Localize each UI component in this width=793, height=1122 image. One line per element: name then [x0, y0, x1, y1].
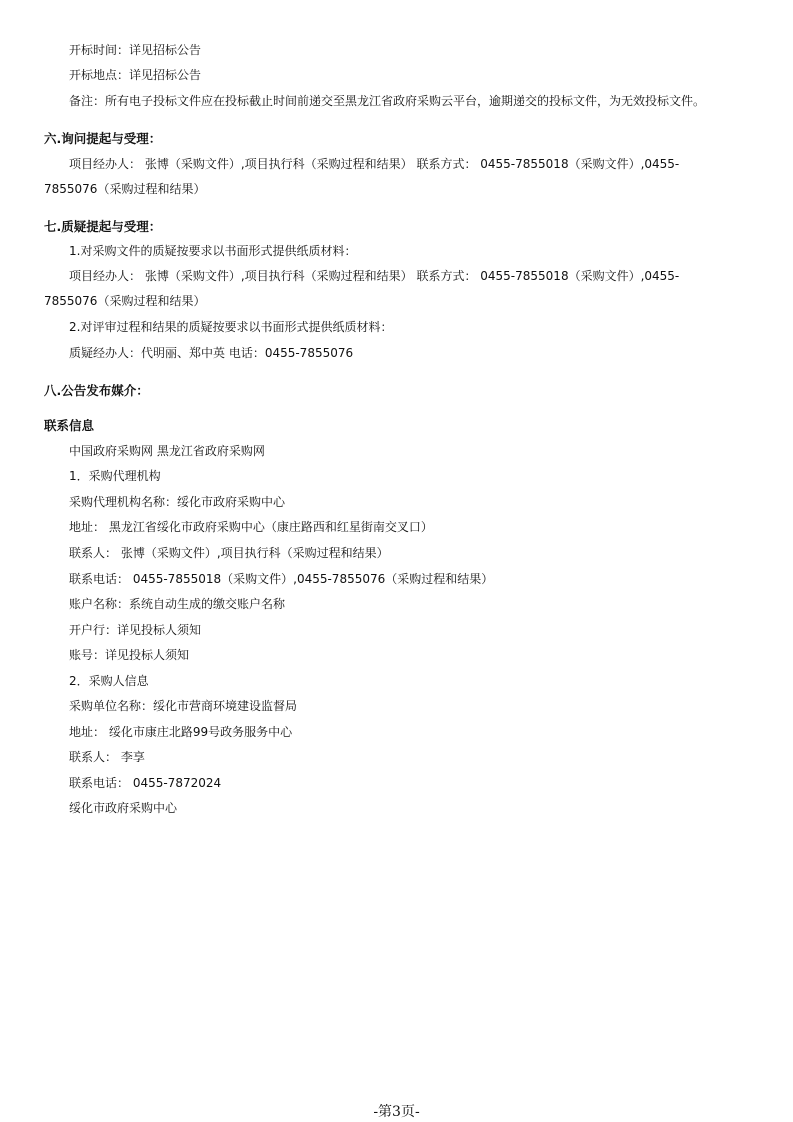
section-6-line-1: 项目经办人： 张博（采购文件）,项目执行科（采购过程和结果） 联系方式： 0455-7855018（采购文件）,0455-: [69, 157, 680, 171]
section-7-line-2: 7855076（采购过程和结果）: [44, 294, 206, 308]
section-7-item-1: 1.对采购文件的质疑按要求以书面形式提供纸质材料：: [69, 244, 357, 258]
purchaser-contact: 联系人： 李享: [69, 750, 145, 764]
purchaser-address: 地址： 绥化市康庄北路99号政务服务中心: [69, 725, 293, 739]
agency-heading: 1．采购代理机构: [69, 469, 161, 483]
purchaser-heading: 2．采购人信息: [69, 674, 149, 688]
signature: 绥化市政府采购中心: [69, 801, 178, 815]
page-number: -第3页-: [373, 1104, 420, 1120]
opening-place: 开标地点：详见招标公告: [69, 68, 202, 82]
purchaser-phone: 联系电话： 0455-7872024: [69, 776, 222, 790]
bank: 开户行：详见投标人须知: [69, 623, 202, 637]
section-6-line-2: 7855076（采购过程和结果）: [44, 182, 206, 196]
account-number: 账号：详见投标人须知: [69, 648, 190, 662]
section-7-title: 七.质疑提起与受理：: [44, 219, 162, 234]
contact-media: 中国政府采购网 黑龙江省政府采购网: [69, 444, 265, 458]
section-7-handler: 质疑经办人：代明丽、郑中英 电话：0455-7855076: [69, 346, 354, 360]
section-6-title: 六.询问提起与受理：: [44, 131, 162, 146]
account-name: 账户名称：系统自动生成的缴交账户名称: [69, 597, 286, 611]
agency-name: 采购代理机构名称：绥化市政府采购中心: [69, 495, 286, 509]
contact-title: 联系信息: [44, 418, 95, 433]
agency-phone: 联系电话： 0455-7855018（采购文件）,0455-7855076（采购过程和结果）: [69, 572, 494, 586]
purchaser-name: 采购单位名称：绥化市营商环境建设监督局: [69, 699, 298, 713]
section-8-title: 八.公告发布媒介：: [44, 383, 149, 398]
agency-address: 地址： 黑龙江省绥化市政府采购中心（康庄路西和红星街南交叉口）: [69, 520, 433, 534]
agency-contact: 联系人： 张博（采购文件）,项目执行科（采购过程和结果）: [69, 546, 389, 560]
section-7-item-2: 2.对评审过程和结果的质疑按要求以书面形式提供纸质材料：: [69, 320, 393, 334]
opening-time: 开标时间：详见招标公告: [69, 43, 202, 57]
section-7-line-1: 项目经办人： 张博（采购文件）,项目执行科（采购过程和结果） 联系方式： 0455-7855018（采购文件）,0455-: [69, 269, 680, 283]
opening-note: 备注：所有电子投标文件应在投标截止时间前递交至黑龙江省政府采购云平台，逾期递交的投标文件，为无效投标文件。: [69, 94, 706, 108]
